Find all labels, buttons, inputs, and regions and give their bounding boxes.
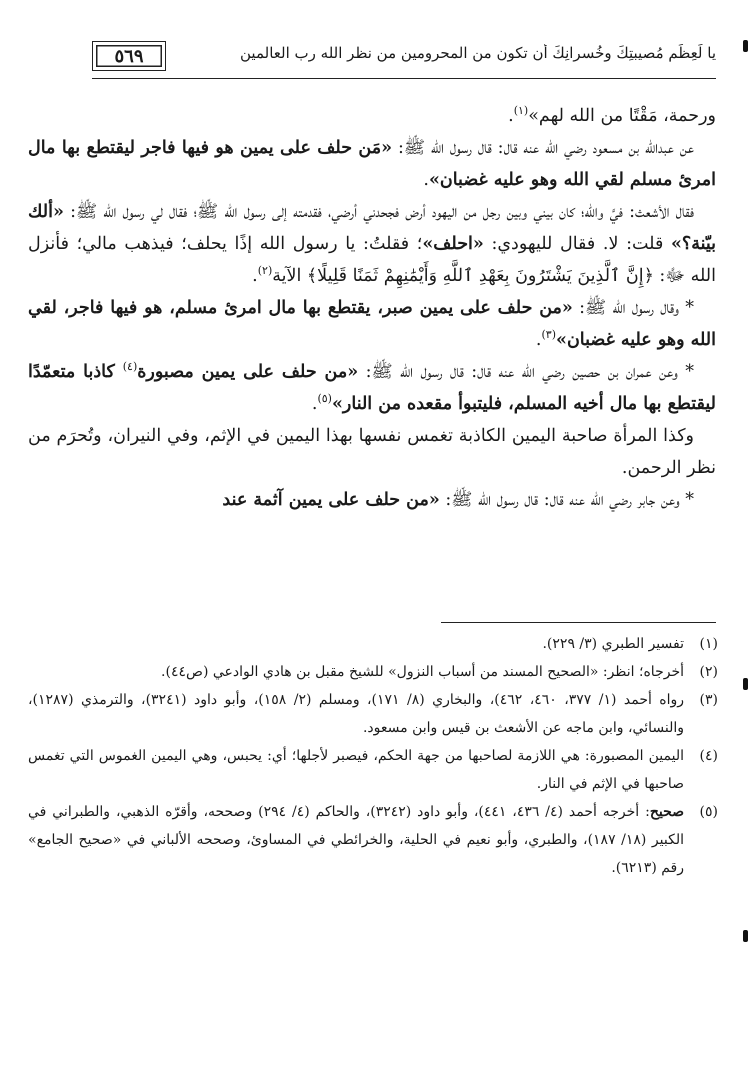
punctuation: .	[508, 106, 514, 126]
running-title: يا لَعِظَمِ مُصيبتِكَ وخُسرانِكَ أن تكون من المحرومين من نظر الله رب العالمين	[240, 44, 716, 62]
paragraph-2	[28, 132, 716, 196]
footnote-text: رواه أحمد (١/ ٣٧٧، ٤٦٠، ٤٦٢)، والبخاري (٨/ ١٧١)، ومسلم (٢/ ١٥٨)، وأبو داود (٣٢٤١)، والترمذي (١٢٨٧)، والنسائي، وابن ماجه عن الأشعث بن قيس وابن مسعود.	[28, 692, 685, 736]
footnote-text: اليمين المصبورة: هي اللازمة لصاحبها من جهة الحكم، فيصبر لأجلها؛ أي: يحبس، وهي اليمين الغموس التي تغمس صاحبها في الإثم في النار.	[28, 748, 684, 792]
paragraph-4	[28, 292, 716, 356]
narration-text: قلت: لا. فقال لليهودي:	[483, 234, 671, 254]
footnote-ref: (١)	[513, 104, 529, 118]
footnote	[28, 658, 718, 686]
footnote-number: (٤)	[699, 748, 718, 764]
footnote-text: : أخرجه أحمد (٤/ ٤٣٦، ٤٤١)، وأبو داود (٣٢٤٢)، والحاكم (٤/ ٢٩٤) وصححه، وأقرّه الذهبي، والطبراني في الكبير (١٨/ ١٨٧)، والطبري، وأبو نعيم في الحلية، والخرائطي في المساوئ، وصححه الألباني في «صحيح الجامع» رقم (٦٢١٣).	[28, 804, 684, 876]
punctuation: .	[252, 266, 258, 286]
hadith-text: «مَن حلف على يمين هو فيها فاجر ليقتطع بها مال امرئ مسلم لقي الله وهو عليه غضبان»	[28, 138, 716, 190]
footnote	[28, 798, 718, 882]
punctuation: .	[535, 330, 542, 350]
page-number: ٥٦٩	[92, 41, 166, 71]
paragraph-1-text: ورحمة، مَقْتًا من الله لهم»	[528, 106, 716, 126]
footnote-number: (٥)	[699, 804, 718, 820]
footnote-number: (١)	[699, 636, 718, 652]
narration-text: ؛ فقلتُ: يا رسول الله إذًا يحلف؛ فيذهب مالي؛ فأنزل الله ﷻ: ﴿إِنَّ ٱلَّذِينَ يَشْتَرُونَ بِعَهْدِ ٱللَّهِ وَأَيْمَٰنِهِمْ ثَمَنًا قَلِيلًا﴾ الآية	[28, 234, 716, 286]
footnote-ref: (٣)	[541, 328, 556, 342]
footnote-ref: (٤)	[122, 360, 138, 374]
footnote	[28, 686, 718, 742]
narration-intro: * وعن جابر رضي الله عنه قال: قال رسول الله ﷺ:	[439, 490, 694, 510]
footnote-grade-label: صحيح	[649, 804, 685, 820]
scan-edge-mark	[743, 678, 748, 690]
paragraph-1	[28, 100, 716, 132]
hadith-text: «من حلف على يمين آثمة عند	[222, 490, 440, 510]
narration-text: فقال الأشعث: فيَّ والله؛ كان بيني وبين رجل من اليهود أرض فجحدني أرضي، فقدمته إلى رسول الله ﷺ؛ فقال لي رسول الله ﷺ:	[63, 202, 694, 222]
paragraph-5	[28, 356, 716, 420]
footnote-text: تفسير الطبري (٣/ ٢٢٩).	[542, 636, 684, 652]
paragraph-6: وكذا المرأة صاحبة اليمين الكاذبة تغمس نفسها بهذا اليمين في الإثم، وفي النيران، وتُحرَم من نظر الرحمن.	[28, 426, 716, 478]
punctuation: .	[311, 394, 318, 414]
narration-intro: عن عبدالله بن مسعود رضي الله عنه قال: قال رسول الله ﷺ:	[392, 138, 694, 158]
paragraph-3	[28, 196, 716, 292]
page-header	[92, 38, 716, 79]
punctuation: .	[423, 170, 429, 190]
footnote-text: أخرجاه؛ انظر: «الصحيح المسند من أسباب النزول» للشيخ مقبل بن هادي الوادعي (ص٤٤).	[161, 664, 684, 680]
footnote-separator	[441, 622, 716, 623]
paragraph-7	[28, 484, 716, 516]
footnotes	[28, 630, 718, 882]
footnote-number: (٣)	[699, 692, 718, 708]
footnote-ref: (٥)	[317, 392, 332, 406]
scan-edge-mark	[743, 40, 748, 52]
footnote	[28, 742, 718, 798]
footnote-number: (٢)	[699, 664, 718, 680]
hadith-quote: «احلف»	[422, 234, 484, 254]
narration-intro: * وعن عمران بن حصين رضي الله عنه قال: قال رسول الله ﷺ:	[358, 362, 694, 382]
hadith-text: «من حلف على يمين صبر، يقتطع بها مال امرئ مسلم، هو فيها فاجر، لقي الله وهو عليه غضبان»	[28, 298, 716, 350]
footnote	[28, 630, 718, 658]
main-text	[28, 100, 716, 516]
footnote-ref: (٢)	[257, 264, 273, 278]
hadith-text: «من حلف على يمين مصبورة	[137, 362, 359, 382]
narration-intro: * وقال رسول الله ﷺ:	[572, 298, 694, 318]
hadith-text: كاذبا متعمّدًا ليقتطع بها مال أخيه المسلم، فليتبوأ مقعده من النار»	[28, 362, 716, 414]
hadith-quote: «ألك بيّنة؟»	[28, 202, 717, 254]
scan-edge-mark	[743, 930, 748, 942]
